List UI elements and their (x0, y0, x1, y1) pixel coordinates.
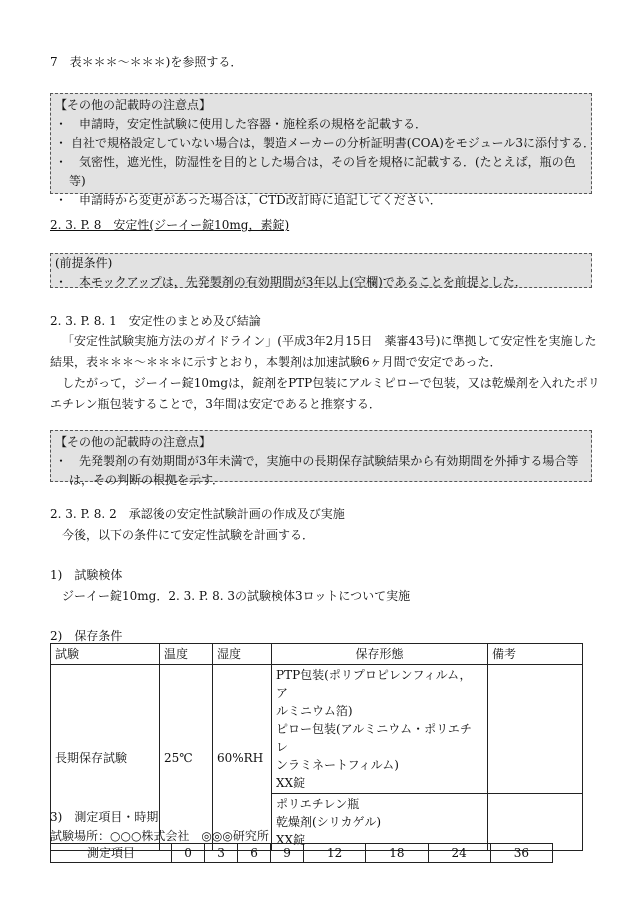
notes-box-2: 【その他の記載時の注意点】 ・ 先発製剤の有効期間が3年未満で，実施中の長期保存試験結果から有効期間を外挿する場合等 は，その判断の根拠を示す． (50, 430, 592, 482)
form-line: XX錠 (276, 833, 306, 847)
premise-item: 本モックアップは，先発製剤の有効期間が3年以上(空欄)であることを前提とした． (79, 275, 527, 289)
sub1-text: ジーイー錠10mg．2. 3. P. 8. 3の試験検体3ロットについて実施 (62, 589, 411, 603)
intro-line: 7 表＊＊＊～＊＊＊)を参照する． (50, 55, 243, 69)
cell-humidity: 60%RH (213, 665, 272, 851)
cell-remarks (488, 794, 583, 851)
form-line: ピロー包装(アルミニウム・ポリエチレ (276, 722, 472, 754)
paragraph-line: 結果，表＊＊＊～＊＊＊に示すとおり，本製剤は加速試験6ヶ月間で安定であった． (50, 355, 502, 369)
note-item: 自社で規格設定していない場合は，製造メーカーの分析証明書(COA)をモジュール3に添付する． (71, 136, 595, 150)
cell-test: 長期保存試験 (51, 665, 160, 851)
form-line: XX錠 (276, 776, 306, 790)
notes-title: 【その他の記載時の注意点】 (55, 435, 212, 449)
section-8-2-intro: 今後，以下の条件にて安定性試験を計画する． (62, 528, 315, 542)
month-cell: 12 (304, 844, 366, 863)
section-8-1-heading: 2. 3. P. 8. 1 安定性のまとめ及び結論 (50, 314, 261, 328)
note-item: 先発製剤の有効期間が3年未満で，実施中の長期保存試験結果から有効期間を外挿する場合等 (79, 454, 579, 468)
note-item: 申請時から変更があった場合は，CTD改訂時に追記してください． (79, 193, 442, 207)
paragraph-line: したがって，ジーイー錠10mgは，錠剤をPTP包装にアルミピローで包装，又は乾燥剤を入れたポリ (62, 376, 600, 390)
timing-header: 測定項目 (51, 844, 172, 863)
note-item: 申請時，安定性試験に使用した容器・施栓系の規格を記載する． (79, 117, 428, 131)
form-line: ポリエチレン瓶 (276, 797, 360, 811)
cell-temperature: 25℃ (160, 665, 213, 851)
form-line: PTP包装(ポリプロピレンフィルム，ア (276, 668, 472, 700)
notes-title: 【その他の記載時の注意点】 (55, 98, 212, 112)
sub2-heading: 2) 保存条件 (50, 629, 123, 643)
header-remarks: 備考 (488, 644, 583, 665)
premise-title: (前提条件) (55, 256, 113, 270)
timing-table (50, 843, 553, 863)
month-cell: 36 (490, 844, 552, 863)
note-item-cont: は，その判断の根拠を示す． (69, 473, 225, 487)
note-item-cont: 等) (69, 174, 86, 188)
paragraph-line: 「安定性試験実施方法のガイドライン」(平成3年2月15日 薬審43号)に準拠して安定性を実施した (62, 334, 597, 348)
month-cell: 9 (271, 844, 304, 863)
notes-box-1: 【その他の記載時の注意点】 ・ 申請時，安定性試験に使用した容器・施栓系の規格を記載する． ・ 自社で規格設定していない場合は，製造メーカーの分析証明書(COA)をモジュール3に添付する． ・ 気密性，遮光性，防湿性を目的とした場合は，その旨を規格に記載する．(たとえば，瓶の色 等) ・ 申請時から変更があった場合は，CTD改訂時に追記してください． (50, 93, 592, 194)
section-8-2-heading: 2. 3. P. 8. 2 承認後の安定性試験計画の作成及び実施 (50, 507, 345, 521)
cell-remarks (488, 665, 583, 794)
form-line: ンラミネートフィルム) (276, 758, 399, 772)
header-temperature: 温度 (160, 644, 213, 665)
note-item: 気密性，遮光性，防湿性を目的とした場合は，その旨を規格に記載する．(たとえば，瓶の色 (79, 155, 576, 169)
form-line: 乾燥剤(シリカゲル) (276, 815, 382, 829)
header-test: 試験 (51, 644, 160, 665)
section-heading: 2. 3. P. 8 安定性(ジーイー錠10mg，素錠) (50, 218, 290, 232)
month-cell: 6 (238, 844, 271, 863)
sub3-heading: 3) 測定項目・時期 (50, 810, 159, 824)
month-cell: 3 (205, 844, 238, 863)
month-cell: 24 (428, 844, 490, 863)
cell-storage-form-bottle (272, 794, 488, 851)
month-cell: 18 (366, 844, 428, 863)
form-line: ルミニウム箔) (276, 704, 353, 718)
test-site: 試験場所：○○○株式会社 ◎◎◎研究所 (50, 829, 269, 843)
premise-box: (前提条件) ・ 本モックアップは，先発製剤の有効期間が3年以上(空欄)であることを前提とした． (50, 253, 592, 288)
sub1-heading: 1) 試験検体 (50, 568, 123, 582)
cell-storage-form-ptp (272, 665, 488, 794)
header-storage-form: 保存形態 (272, 644, 488, 665)
paragraph-line: エチレン瓶包装することで，3年間は安定であると推察する． (50, 397, 381, 411)
month-cell: 0 (172, 844, 205, 863)
header-humidity: 湿度 (213, 644, 272, 665)
